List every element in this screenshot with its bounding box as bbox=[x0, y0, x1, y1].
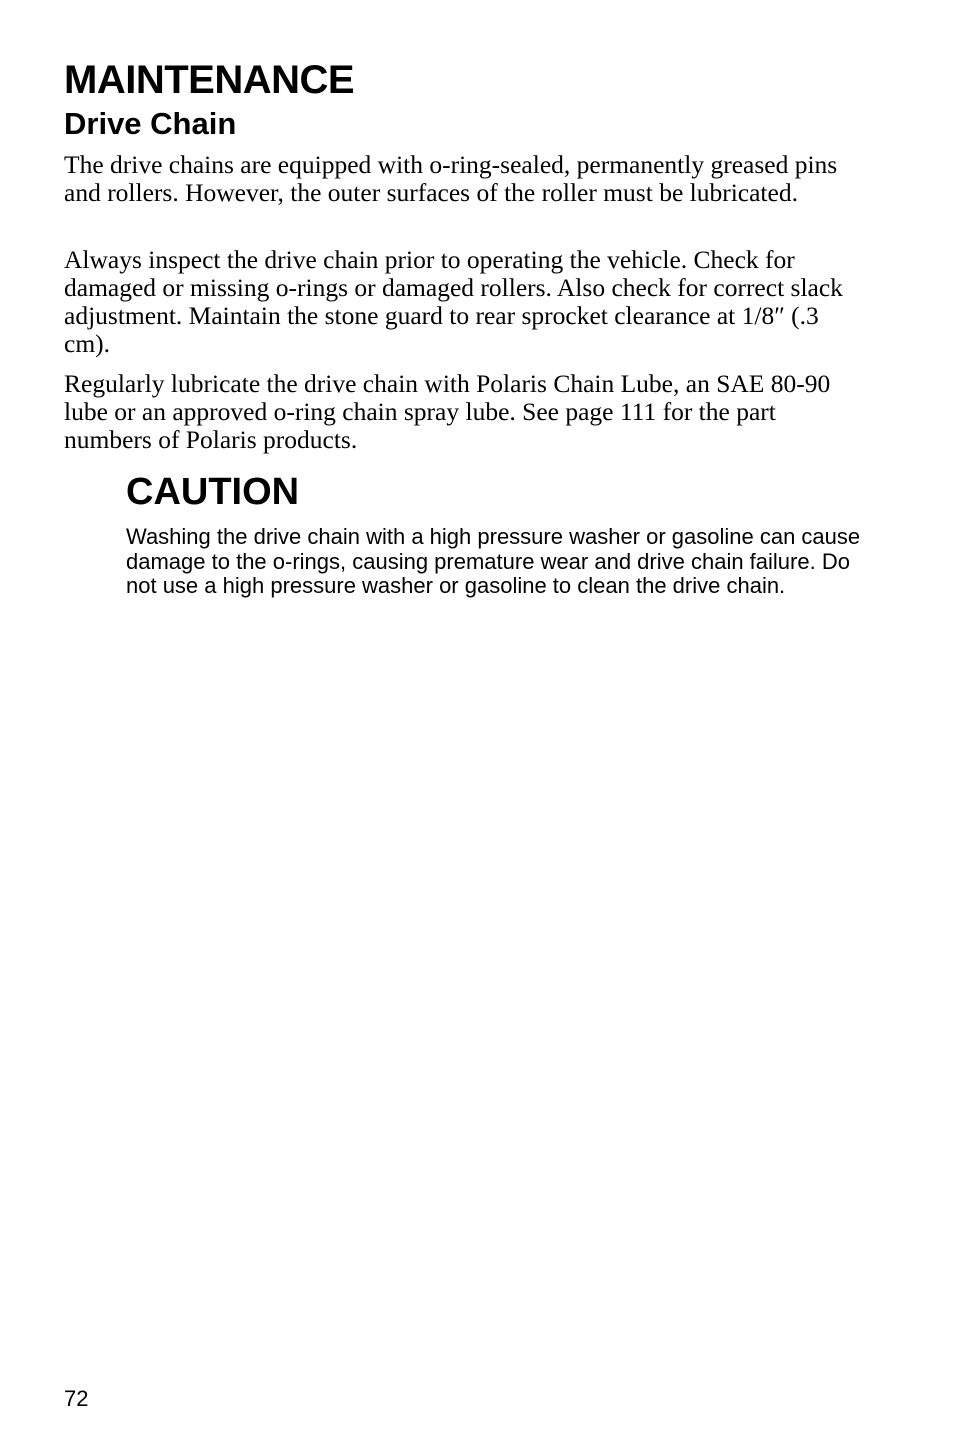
caution-title: CAUTION bbox=[126, 471, 300, 513]
subsection-title: Drive Chain bbox=[64, 106, 237, 141]
section-title: MAINTENANCE bbox=[64, 58, 355, 102]
paragraph-chain-description: The drive chains are equipped with o-ring-sealed, permanently greased pins and rollers. However, the outer surfaces of the roller must be lubricated. bbox=[64, 150, 838, 207]
paragraph-chain-inspection: Always inspect the drive chain prior to operating the vehicle. Check for damaged or missing o-rings or damaged rollers. Also check for correct slack adjustment. Maintain the stone guard to rear sprocket clearance at 1/8″ (.3 cm). bbox=[64, 245, 843, 358]
paragraph-chain-lubrication: Regularly lubricate the drive chain with Polaris Chain Lube, an SAE 80-90 lube or an approved o-ring chain spray lube. See page 111 for the part numbers of Polaris products. bbox=[64, 369, 831, 454]
page-number: 72 bbox=[64, 1386, 89, 1411]
caution-text: Washing the drive chain with a high pressure washer or gasoline can cause damage to the o-rings, causing premature wear and drive chain failure. Do not use a high pressure washer or gasoline to clean the drive chain. bbox=[126, 524, 861, 598]
